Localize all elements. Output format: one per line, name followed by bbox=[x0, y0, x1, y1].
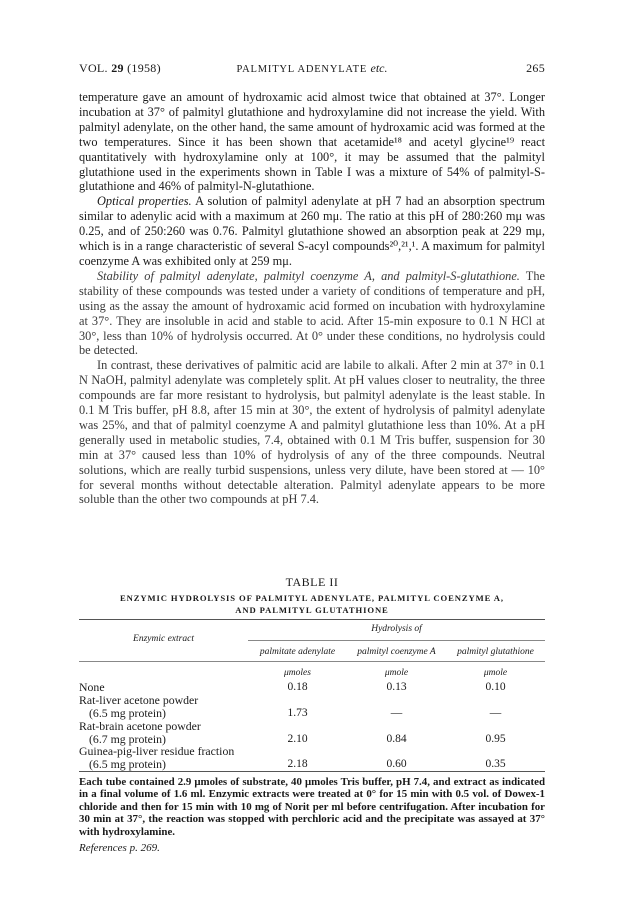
column-header-palmitate-adenylate: palmitate adenylate bbox=[259, 647, 336, 657]
table-cell: 0.84 bbox=[386, 733, 407, 745]
table-cell: — bbox=[489, 707, 502, 719]
unit-label: μmoles bbox=[284, 668, 311, 678]
table-title: TABLE II bbox=[285, 575, 339, 589]
column-header-palmityl-coenzyme-a: palmityl coenzyme A bbox=[357, 647, 436, 657]
table-cell: 0.18 bbox=[287, 681, 308, 693]
paragraph-2-heading: Optical properties. bbox=[97, 194, 192, 209]
row-label: Rat-liver acetone powder bbox=[79, 693, 199, 707]
volume-prefix: VOL. bbox=[79, 61, 108, 75]
running-title bbox=[79, 61, 545, 76]
group-header: Hydrolysis of bbox=[371, 624, 422, 634]
table-top-rule bbox=[79, 619, 545, 620]
row-sublabel: (6.7 mg protein) bbox=[89, 732, 166, 746]
table-cell: 0.13 bbox=[386, 681, 407, 693]
paragraph-4: In contrast, these derivatives of palmitic acid are labile to alkali. After 2 min at 37° in 0.1 N NaOH, palmityl adenylate was completely split. At pH values closer to neutrality, the three compounds are far more resistant to hydrolysis, but palmityl adenylate is the least stable. In 0.1 M Tris buffer, pH 8.8, after 15 min at 30°, the extent of hydrolysis of palmityl adenylate was 25%, and that of palmityl coenzyme A and palmityl glutathione less than 10%. At a pH generally used in metabolic studies, 7.4, obtained with 0.1 M Tris buffer, suspension for 30 min at 37° caused less than 10% of hydrolysis of any of the three compounds. Neutral solutions, which are really turbid suspensions, unless very dilute, have been stored at — 10° for several months without detectable alteration. Palmityl adenylate appears to be more soluble than the other two compounds at pH 7.4. bbox=[79, 358, 545, 507]
row-label: None bbox=[79, 680, 105, 694]
column-header-extract: Enzymic extract bbox=[133, 634, 194, 644]
volume-number: 29 bbox=[111, 61, 124, 75]
column-header-palmityl-glutathione: palmityl glutathione bbox=[457, 647, 534, 657]
running-title-etc: etc. bbox=[370, 61, 388, 75]
paragraph-3-heading: Stability of palmityl adenylate, palmityl coenzyme A, and palmityl-S-glutathione. bbox=[97, 268, 520, 283]
table-cell: 0.95 bbox=[485, 733, 506, 745]
paragraph-2-text: A solution of palmityl adenylate at pH 7 had an absorption spectrum similar to adenylic acid with a maximum at 260 mμ. The ratio at this pH of 280:260 mμ was 0.25, and of 250:260 was 0.76. Palmityl glutathione showed an absorption peak at 229 mμ, which is in a range characteristic of several S-acyl compounds²⁰,²¹,¹. A maximum for palmityl coenzyme A was exhibited only at 259 mμ. bbox=[79, 194, 545, 268]
table-bottom-rule bbox=[79, 771, 545, 772]
running-header bbox=[79, 61, 545, 79]
table-caption-line-2: AND PALMITYL GLUTATHIONE bbox=[235, 605, 389, 615]
row-label: Rat-brain acetone powder bbox=[79, 719, 201, 733]
table-cell: — bbox=[390, 707, 403, 719]
paragraph-3 bbox=[79, 269, 545, 358]
table-cell: 1.73 bbox=[287, 707, 308, 719]
unit-label: μmole bbox=[384, 668, 409, 678]
header-bottom-rule bbox=[79, 661, 545, 662]
group-header-rule bbox=[248, 640, 545, 641]
table-cell: 2.18 bbox=[287, 758, 308, 770]
table-caption bbox=[79, 592, 545, 616]
running-title-text: PALMITYL ADENYLATE bbox=[236, 64, 368, 75]
paragraph-2 bbox=[79, 194, 545, 269]
row-label: Guinea-pig-liver residue fraction bbox=[79, 744, 235, 758]
page-number: 265 bbox=[526, 61, 545, 75]
table-footnote: Each tube contained 2.9 μmoles of substrate, 40 μmoles Tris buffer, pH 7.4, and extract as indicated in a final volume of 1.6 ml. Enzymic extracts were treated at 0° for 15 min with 0.5 vol. of Dowex-1 chloride and then for 15 min with 10 mg of Norit per ml before centrifugation. After incubation for 30 min at 37°, the reaction was stopped with perchloric acid and the precipitate was assayed at 37° with hydroxylamine. bbox=[79, 776, 545, 838]
table-cell: 0.10 bbox=[485, 681, 506, 693]
row-sublabel: (6.5 mg protein) bbox=[89, 757, 166, 771]
references-note: References p. 269. bbox=[79, 842, 160, 854]
table-cell: 0.60 bbox=[386, 758, 407, 770]
volume-year: (1958) bbox=[127, 61, 161, 75]
body-text bbox=[79, 90, 545, 507]
row-sublabel: (6.5 mg protein) bbox=[89, 706, 166, 720]
table-caption-line-1: ENZYMIC HYDROLYSIS OF PALMITYL ADENYLATE, PALMITYL COENZYME A, bbox=[120, 593, 504, 603]
table-cell: 0.35 bbox=[485, 758, 506, 770]
unit-label: μmole bbox=[483, 668, 508, 678]
paragraph-1: temperature gave an amount of hydroxamic acid almost twice that obtained at 37°. Longer incubation at 37° of palmityl glutathione and hydroxylamine did not increase the yield. With palmityl adenylate, on the other hand, the same amount of hydroxamic acid was formed at the two temperatures. Since it has been shown that acetamide¹⁸ and acetyl glycine¹⁹ react quantitatively with hydroxylamine only at 100°, it may be assumed that the palmityl glutathione used in the experiments shown in Table I was a mixture of 54% of palmityl-S-glutathione and 46% of palmityl-N-glutathione. bbox=[79, 90, 545, 194]
paragraph-3-text: The stability of these compounds was tested under a variety of conditions of temperature and pH, using as the assay the amount of hydroxamic acid formed on incubation with hydroxylamine at 37°. They are insoluble in acid and stable to acid. After 15-min exposure to 0.1 N HCl at 30°, less than 10% of hydrolysis occurred. At 0° under these conditions, no hydrolysis could be detected. bbox=[79, 268, 545, 358]
table-cell: 2.10 bbox=[287, 733, 308, 745]
